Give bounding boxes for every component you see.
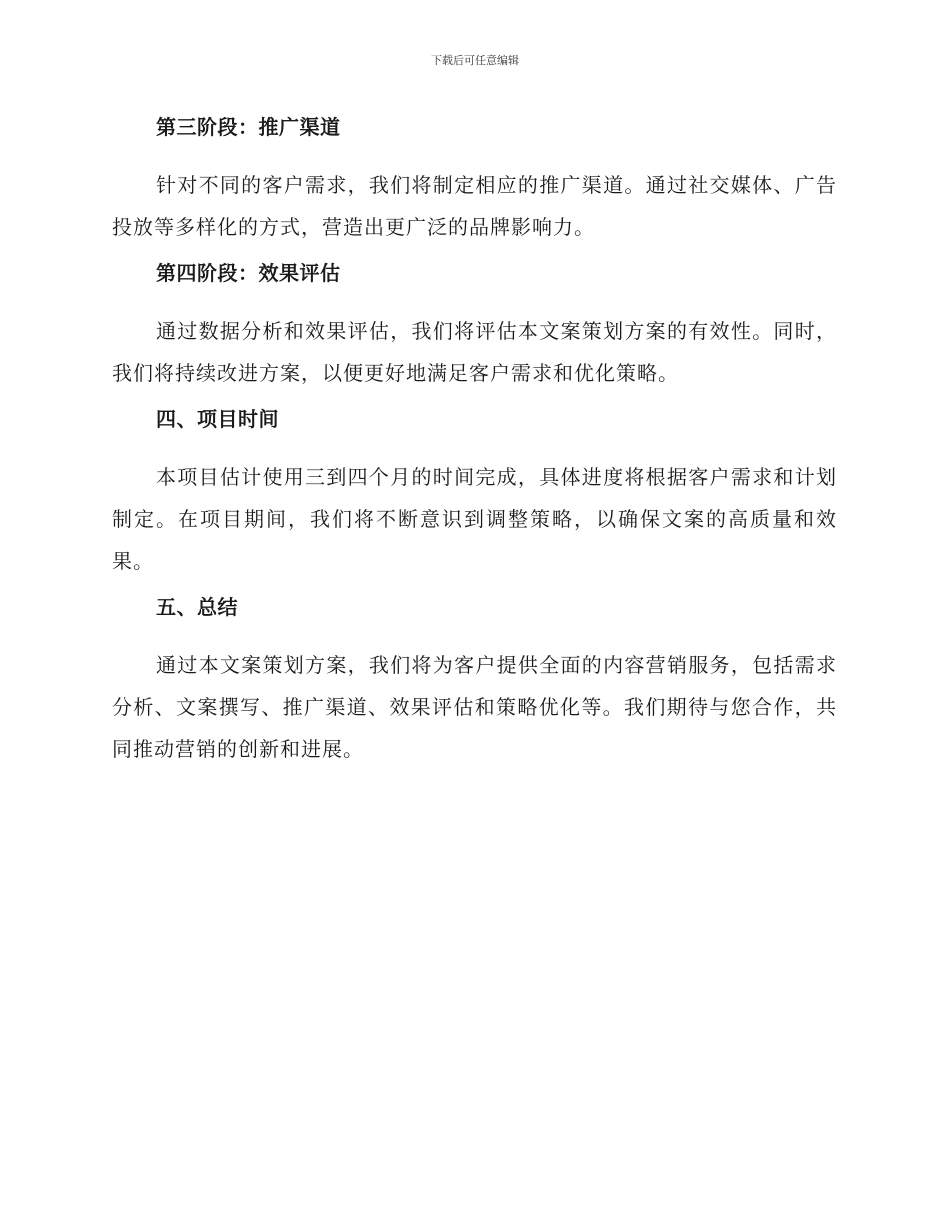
- section-heading-promotion-channels: 第三阶段：推广渠道: [156, 115, 341, 139]
- section-heading-summary: 五、总结: [156, 595, 238, 619]
- section-heading-project-time: 四、项目时间: [156, 407, 279, 431]
- page-header: 下载后可任意编辑: [431, 54, 519, 67]
- section-heading-effect-evaluation: 第四阶段：效果评估: [156, 261, 341, 285]
- section-paragraph-promotion-channels: 针对不同的客户需求，我们将制定相应的推广渠道。通过社交媒体、广告投放等多样化的方式，营造出更广泛的品牌影响力。: [112, 173, 837, 239]
- document-body: [112, 112, 837, 780]
- section-paragraph-project-time: 本项目估计使用三到四个月的时间完成，具体进度将根据客户需求和计划制定。在项目期间，我们将不断意识到调整策略，以确保文案的高质量和效果。: [112, 465, 837, 573]
- section-paragraph-summary: 通过本文案策划方案，我们将为客户提供全面的内容营销服务，包括需求分析、文案撰写、推广渠道、效果评估和策略优化等。我们期待与您合作，共同推动营销的创新和进展。: [112, 653, 837, 761]
- section-paragraph-effect-evaluation: 通过数据分析和效果评估，我们将评估本文案策划方案的有效性。同时，我们将持续改进方案，以便更好地满足客户需求和优化策略。: [112, 319, 837, 385]
